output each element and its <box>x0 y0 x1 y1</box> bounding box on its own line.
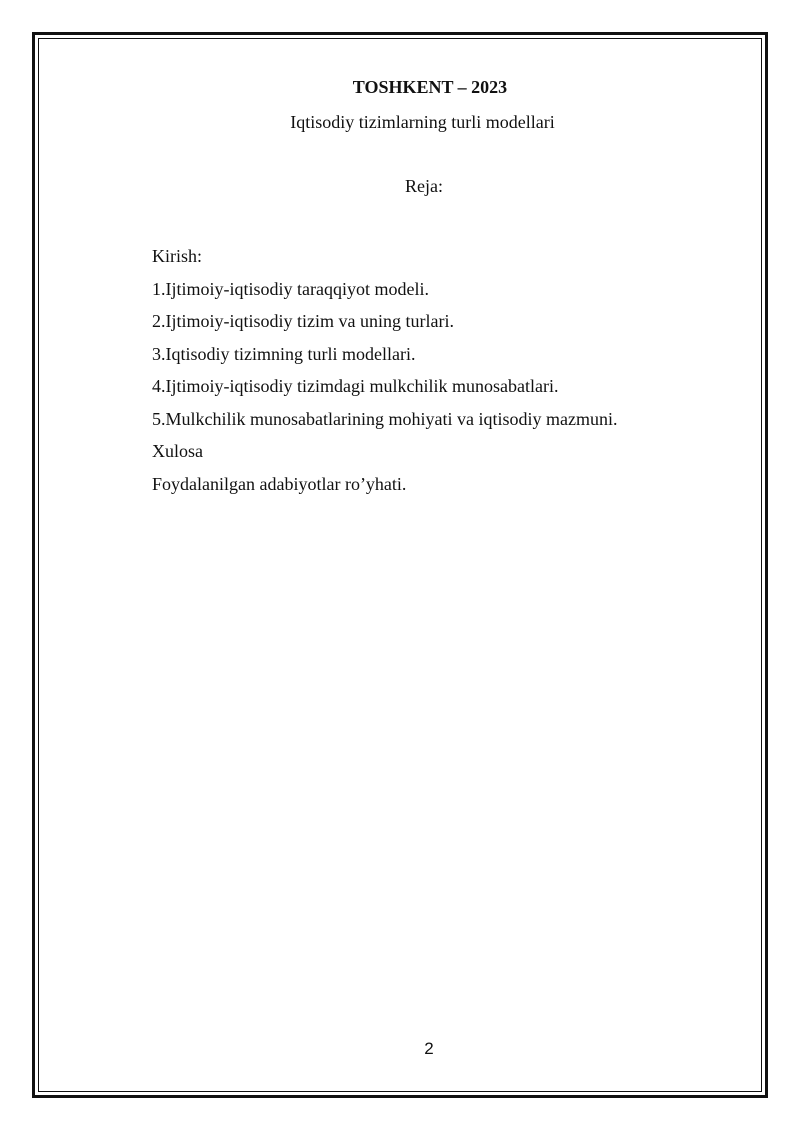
city-year-heading: TOSHKENT – 2023 <box>352 77 508 97</box>
plan-list <box>152 240 617 500</box>
document-title: Iqtisodiy tizimlarning turli modellari <box>290 112 555 132</box>
plan-item-references: Foydalanilgan adabiyotlar ro’yhati. <box>152 473 407 494</box>
page-number: 2 <box>424 1039 434 1058</box>
plan-item-1: 1.Ijtimoiy-iqtisodiy taraqqiyot modeli. <box>152 278 429 299</box>
plan-item-2: 2.Ijtimoiy-iqtisodiy tizim va uning turlari. <box>152 311 454 331</box>
plan-heading: Reja: <box>405 176 443 196</box>
plan-item-5: 5.Mulkchilik munosabatlarining mohiyati va iqtisodiy mazmuni. <box>152 408 618 429</box>
plan-item-intro: Kirish: <box>152 246 203 266</box>
plan-item-4: 4.Ijtimoiy-iqtisodiy tizimdagi mulkchilik munosabatlari. <box>152 376 559 396</box>
plan-item-conclusion: Xulosa <box>152 441 203 461</box>
plan-item-3: 3.Iqtisodiy tizimning turli modellari. <box>152 343 416 364</box>
